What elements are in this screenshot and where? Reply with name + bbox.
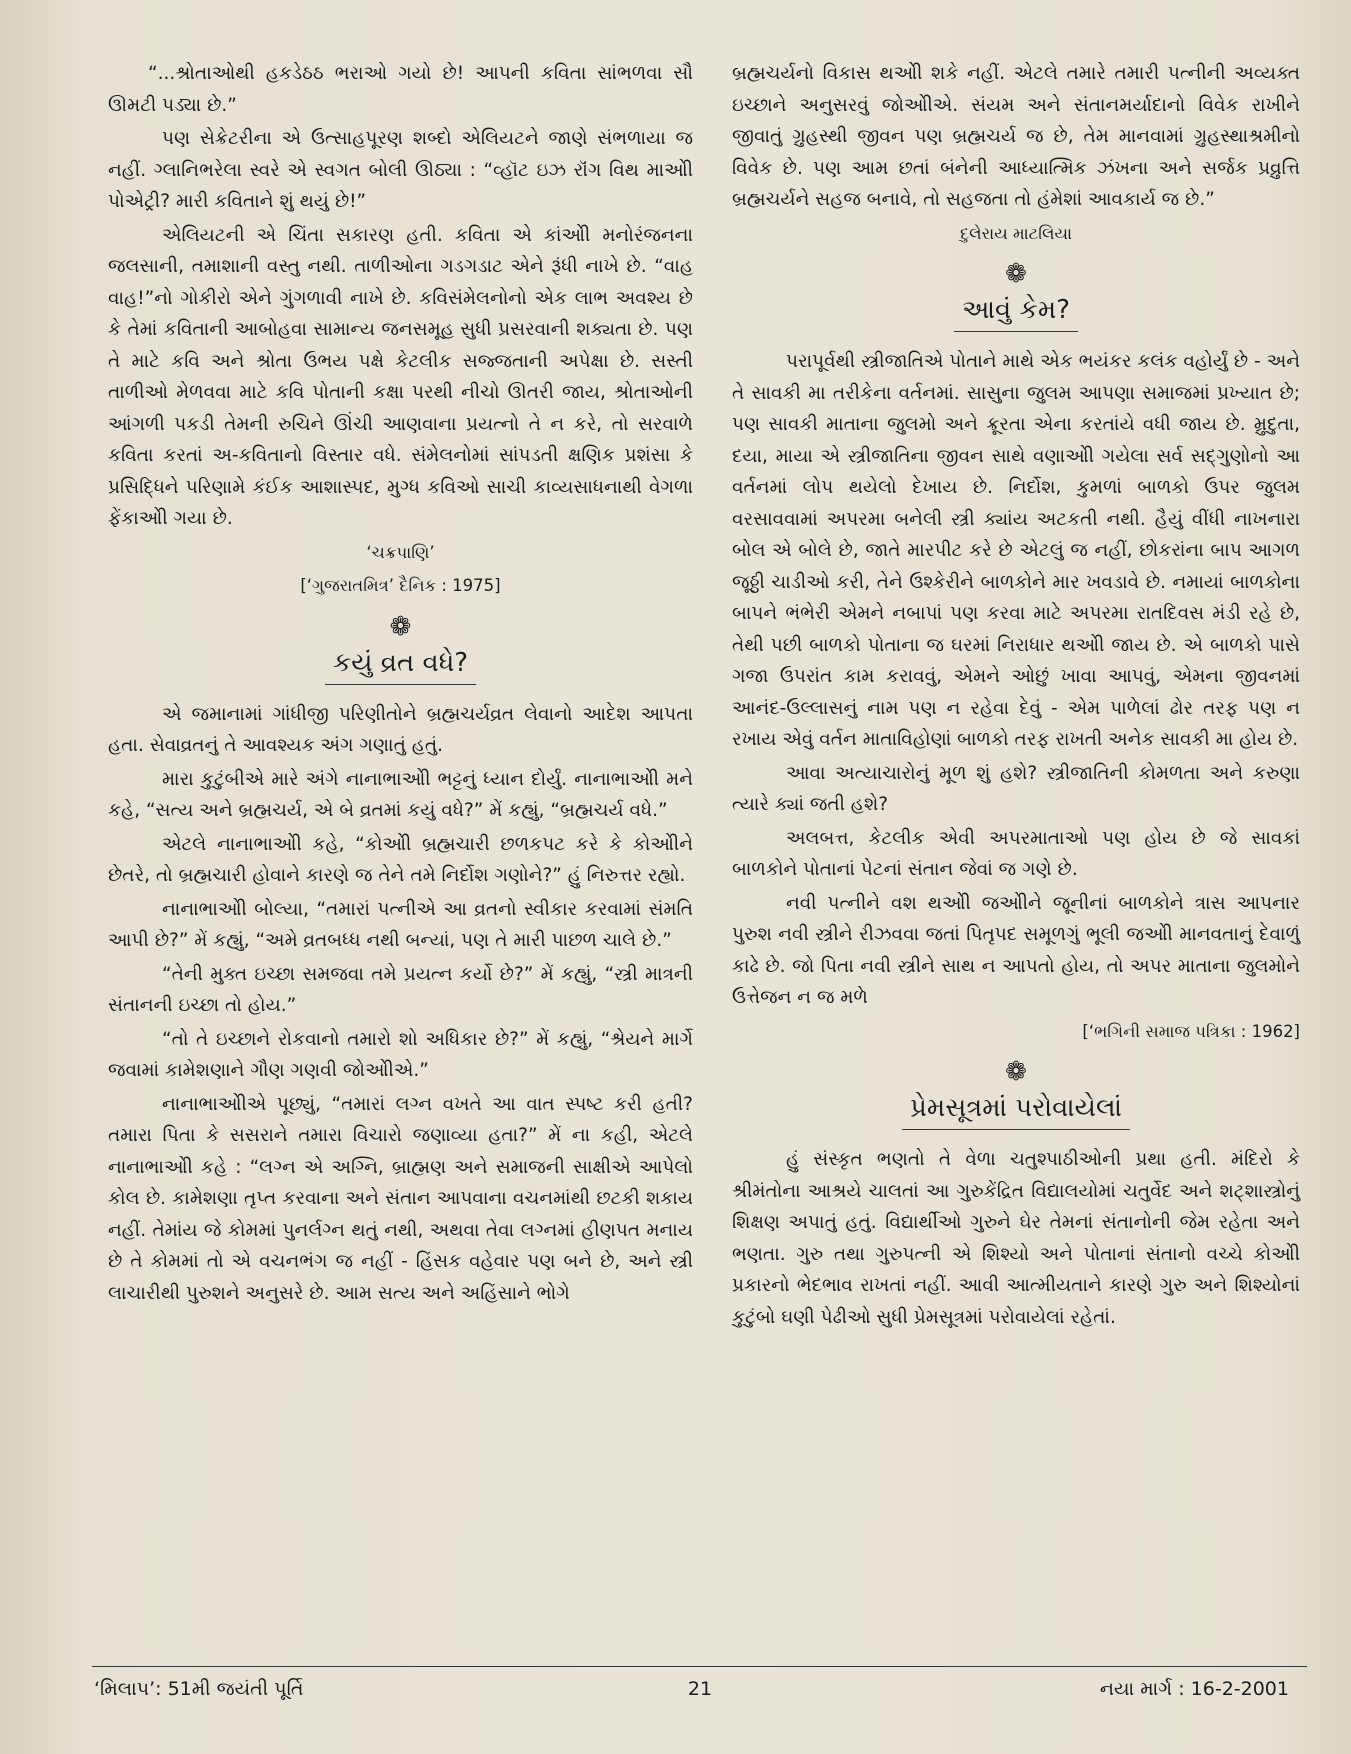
flower-ornament-icon: ❁: [1005, 1057, 1027, 1087]
paragraph: મારા કુટુંબીએ મારે અંગે નાનાભાઓી ભટ્ટનું ધ્યાન દોર્યું. નાનાભાઓી મને કહે, “સત્ય અને બ્રહ્મચર્ય, એ બે વ્રતમાં કયું વધે?” મેં કહ્યું, “બ્રહ્મચર્ય વધે.”: [108, 768, 693, 821]
paragraph: “તેની મુક્ત ઇચ્છા સમજવા તમે પ્રયત્ન કર્યો છે?” મેં કહ્યું, “સ્ત્રી માત્રની સંતાનની ઇચ્છા તો હોય.”: [108, 963, 693, 1016]
author-signature: દુલેરાય માટલિયા: [959, 223, 1073, 243]
article-heading-text: પ્રેમસૂત્રમાં પરોવાયેલાં: [902, 1089, 1130, 1130]
article-heading-text: આવું કેમ?: [954, 291, 1078, 332]
article-heading: [732, 1089, 1300, 1130]
paragraph: બ્રહ્મચર્યનો વિકાસ થઓી શકે નહીં. એટલે તમારે તમારી પત્નીની અવ્યક્ત ઇચ્છાને અનુસરવું જોઓીએ. સંયમ અને સંતાનમર્યાદાનો વિવેક રાખીને જીવાતું ગ્રુહસ્થી જીવન પણ બ્રહ્મચર્ય જ છે, તેમ માનવામાં ગ્રુહસ્થાશ્રમીનો વિવેક છે. પણ આમ છતાં બંનેની આધ્યાત્મિક ઝંખના અને સર્જક પ્રવ્રુત્તિ બ્રહ્મચર્યને સહજ બનાવે, તો સહજતા તો હંમેશાં આવકાર્ય જ છે.”: [732, 63, 1300, 210]
paragraph: હું સંસ્કૃત ભણતો તે વેળા ચતુશ્પાઠીઓની પ્રથા હતી. મંદિરો કે શ્રીમંતોના આશ્રયે ચાલતાં આ ગુરુકેંદ્રિત વિદ્યાલયોમાં ચતુર્વેદ અને શટ્શાસ્ત્રોનું શિક્ષણ અપાતું હતું. વિદ્યાર્થીઓ ગુરુને ઘેર તેમનાં સંતાનોની જેમ રહેતા અને ભણતા. ગુરુ તથા ગુરુપત્ની એ શિશ્યો અને પોતાનાં સંતાનો વચ્ચે કોઓી પ્રકારનો ભેદભાવ રાખતાં નહીં. આવી આત્મીયતાને કારણે ગુરુ અને શિશ્યોનાં કુટુંબો ઘણી પેઢીઓ સુધી પ્રેમસૂત્રમાં પરોવાયેલાં રહેતાં.: [732, 1149, 1300, 1328]
paragraph: પરાપૂર્વથી સ્ત્રીજાતિએ પોતાને માથે એક ભયંકર કલંક વહોર્યું છે - અને તે સાવકી મા તરીકેના વર્તનમાં. સાસુના જુલમ આપણા સમાજમાં પ્રખ્યાત છે; પણ સાવકી માતાના જુલમો અને ક્રૂરતા એના કરતાંયે વધી જાય છે. મ્રુદુતા, દયા, માયા એ સ્ત્રીજાતિના જીવન સાથે વણાઓી ગયેલા સર્વ સદ્ગુણોનો આ વર્તનમાં લોપ થયેલો દેખાય છે. નિર્દોશ, કુમળાં બાળકો ઉપર જુલમ વરસાવવામાં અપરમા બનેલી સ્ત્રી ક્યાંય અટકતી નથી. હૈયું વીંધી નાખનારા બોલ એ બોલે છે, જાતે મારપીટ કરે છે એટલું જ નહીં, છોકરાંના બાપ આગળ જૂઠ્ઠી ચાડીઓ કરી, તેને ઉશ્કેરીને બાળકોને માર ખવડાવે છે. નમાયાં બાળકોના બાપને ભંભેરી એમને નબાપાં પણ કરવા માટે અપરમા રાતદિવસ મંડી રહે છે, તેથી પછી બાળકો પોતાના જ ઘરમાં નિરાધાર થઓી જાય છે. એ બાળકો પાસે ગજા ઉપરાંત કામ કરાવવું, એમને ઓછું ખાવા આપવું, એમના જીવનમાં આનંદ-ઉલ્લાસનું નામ પણ ન રહેવા દેવું - એમ પાળેલાં ઢોર તરફ પણ ન રખાય એવું વર્તન માતાવિહોણાં બાળકો તરફ રાખતી અનેક સાવકી મા હોય છે.: [732, 351, 1300, 750]
paragraph: નાનાભાઓીએ પૂછ્યું, “તમારાં લગ્ન વખતે આ વાત સ્પષ્ટ કરી હતી? તમારા પિતા કે સસરાને તમારા વિચારો જણાવ્યા હતા?” મેં ના કહી, એટલે નાનાભાઓી કહે : “લગ્ન એ અગ્નિ, બ્રાહ્મણ અને સમાજની સાક્ષીએ આપેલો કોલ છે. કામેશણા તૃપ્ત કરવાના અને સંતાન આપવાના વચનમાંથી છટકી શકાય નહીં. તેમાંય જે કોમમાં પુનર્લગ્ન થતું નથી, અથવા તેવા લગ્નમાં હીણપત મનાય છે તે કોમમાં તો એ વચનભંગ જ નહીં - હિંસક વહેવાર પણ બને છે, અને સ્ત્રી લાચારીથી પુરુશને અનુસરે છે. આમ સત્ય અને અહિંસાને ભોગે: [108, 1093, 693, 1304]
paragraph: “તો તે ઇચ્છાને રોકવાનો તમારો શો અધિકાર છે?” મેં કહ્યું, “શ્રેયને માર્ગે જવામાં કામેશણાને ગૌણ ગણવી જોઓીએ.”: [108, 1028, 693, 1081]
source-citation: [‘ગુજરાતમિત્ર’ દૈનિક : 1975]: [300, 576, 501, 595]
paragraph: અલબત્ત, કેટલીક એવી અપરમાતાઓ પણ હોય છે જે સાવકાં બાળકોને પોતાનાં પેટનાં સંતાન જેવાં જ ગણે છે.: [732, 827, 1300, 880]
left-column: [108, 58, 693, 1311]
paragraph: નાનાભાઓી બોલ્યા, “તમારાં પત્નીએ આ વ્રતનો સ્વીકાર કરવામાં સંમતિ આપી છે?” મેં કહ્યું, “અમે વ્રતબધ્ધ નથી બન્યાં, પણ તે મારી પાછળ ચાલે છે.”: [108, 898, 693, 951]
paragraph: એટલે નાનાભાઓી કહે, “કોઓી બ્રહ્મચારી છળકપટ કરે કે કોઓીને છેતરે, તો બ્રહ્મચારી હોવાને કારણે જ તેને તમે નિર્દોશ ગણોને?” હું નિરુત્તર રહ્યો.: [108, 833, 693, 886]
paragraph: પણ સેક્રેટરીના એ ઉત્સાહપૂરણ શબ્દો એલિયટને જાણે સંભળાયા જ નહીં. ગ્લાનિભરેલા સ્વરે એ સ્વગત બોલી ઊઠ્યા : “વ્હૉટ ઇઝ રૉંગ વિથ માઓી પોએટ્રી? મારી કવિતાને શું થયું છે!”: [108, 128, 693, 212]
paragraph: એ જમાનામાં ગાંધીજી પરિણીતોને બ્રહ્મચર્યવ્રત લેવાનો આદેશ આપતા હતા. સેવાવ્રતનું તે આવશ્યક અંગ ગણાતું હતું.: [108, 703, 693, 756]
flower-ornament-icon: ❁: [1005, 259, 1027, 289]
author-signature: ‘ચક્રપાણિ’: [366, 542, 435, 562]
footer-issue-date: નયા માર્ગ : 16-2-2001: [1099, 1678, 1289, 1700]
source-citation: [‘ભગિની સમાજ પત્રિકા : 1962]: [1082, 1021, 1300, 1041]
paragraph: “...શ્રોતાઓથી હકડેઠઠ ભરાઓ ગયો છે! આપની કવિતા સાંભળવા સૌ ઊમટી પડ્યા છે.”: [108, 63, 693, 116]
footer-publication: ‘મિલાપ’: 51મી જયંતી પૂર્તિ: [94, 1678, 304, 1700]
article-heading: [108, 644, 693, 685]
footer-divider: [92, 1666, 1307, 1667]
article-heading-text: કયું વ્રત વધે?: [325, 644, 476, 685]
paragraph: આવા અત્યાચારોનું મૂળ શું હશે? સ્ત્રીજાતિની કોમળતા અને કરુણા ત્યારે ક્યાં જતી હશે?: [732, 762, 1300, 815]
paragraph: નવી પત્નીને વશ થઓી જઓીને જૂનીનાં બાળકોને ત્રાસ આપનાર પુરુશ નવી સ્ત્રીને રીઝવવા જતાં પિતૃપદ સમૂળગું ભૂલી જઓી માનવતાનું દેવાળું કાઢે છે. જો પિતા નવી સ્ત્રીને સાથ ન આપતો હોય, તો અપર માતાના જુલમોને ઉત્તેજન ન જ મળે: [732, 892, 1300, 1008]
flower-ornament-icon: ❁: [389, 611, 412, 642]
paragraph: એલિયટની એ ચિંતા સકારણ હતી. કવિતા એ કાંઓી મનોરંજનના જલસાની, તમાશાની વસ્તુ નથી. તાળીઓના ગડગડાટ એને રૂંધી નાખે છે. “વાહ વાહ!”નો ગોકીરો એને ગુંગળાવી નાખે છે. કવિસંમેલનોનો એક લાભ અવશ્ય છે કે તેમાં કવિતાની આબોહવા સામાન્ય જનસમૂહ સુધી પ્રસરવાની શક્યતા છે. પણ તે માટે કવિ અને શ્રોતા ઉભય પક્ષે કેટલીક સજ્જતાની અપેક્ષા છે. સસ્તી તાળીઓ મેળવવા માટે કવિ પોતાની કક્ષા પરથી નીચો ઊતરી જાય, શ્રોતાઓની આંગળી પકડી તેમની રુચિને ઊંચી આણવાના પ્રયત્નો તે ન કરે, તો સરવાળે કવિતા કરતાં અ-કવિતાનો વિસ્તાર વધે. સંમેલનોમાં સાંપડતી ક્ષણિક પ્રશંસા કે પ્રસિદ્ધિને પરિણામે કંઈક આશાસ્પદ, મુગ્ધ કવિઓ સાચી કાવ્યસાધનાથી વેગળા ફેંકાઓી ગયા છે.: [108, 224, 693, 529]
right-column: [732, 58, 1300, 1335]
page-number: 21: [687, 1678, 713, 1700]
article-heading: [732, 291, 1300, 332]
